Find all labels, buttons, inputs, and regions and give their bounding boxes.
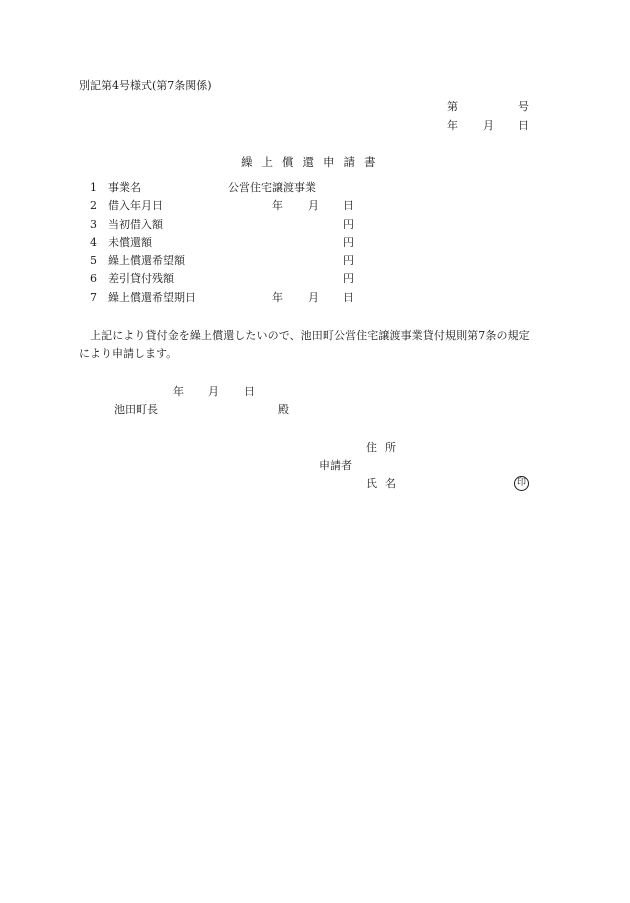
honorific: 殿 [278,403,289,416]
yen-unit: 円 [343,254,354,267]
item-label-early-repayment-amount: 繰上償還希望額 [108,254,185,267]
date-month-label: 月 [483,119,494,132]
item-number: 2 [90,199,97,212]
date-year-label: 年 [447,119,458,132]
due-date-month: 月 [308,291,319,304]
borrow-date-day: 日 [343,199,354,212]
due-date-year: 年 [272,291,283,304]
seal-mark: 印 [514,476,529,491]
due-date-day: 日 [343,291,354,304]
item-number: 7 [90,291,97,304]
submission-year: 年 [173,385,184,398]
number-suffix: 号 [518,100,529,113]
submission-day: 日 [244,385,255,398]
yen-unit: 円 [343,272,354,285]
address-label: 住所 [366,441,404,454]
item-label-repayment-due-date: 繰上償還希望期日 [108,291,196,304]
item-label-borrow-date: 借入年月日 [108,199,163,212]
applicant-label: 申請者 [319,459,352,472]
item-label-unpaid-amount: 未償還額 [108,236,152,249]
submission-month: 月 [208,385,219,398]
yen-unit: 円 [343,236,354,249]
addressee: 池田町長 [114,403,158,416]
body-line-1: 上記により貸付金を繰上償還したいので、池田町公営住宅譲渡事業貸付規則第7条の規定 [90,329,530,342]
item-label-initial-amount: 当初借入額 [108,218,163,231]
item-number: 3 [90,218,97,231]
form-label: 別記第4号様式(第7条関係) [79,79,212,92]
item-number: 1 [90,181,97,194]
borrow-date-month: 月 [308,199,319,212]
item-number: 5 [90,254,97,267]
item-value-project-name: 公営住宅譲渡事業 [228,181,316,194]
item-label-project-name: 事業名 [108,181,141,194]
body-line-2: により申請します。 [79,347,178,360]
item-number: 4 [90,236,97,249]
item-label-remaining-balance: 差引貸付残額 [108,272,174,285]
name-label: 氏名 [366,477,404,490]
borrow-date-year: 年 [272,199,283,212]
yen-unit: 円 [343,218,354,231]
item-number: 6 [90,272,97,285]
document-title: 繰上償還申請書 [241,155,385,169]
number-prefix: 第 [447,100,458,113]
date-day-label: 日 [518,119,529,132]
